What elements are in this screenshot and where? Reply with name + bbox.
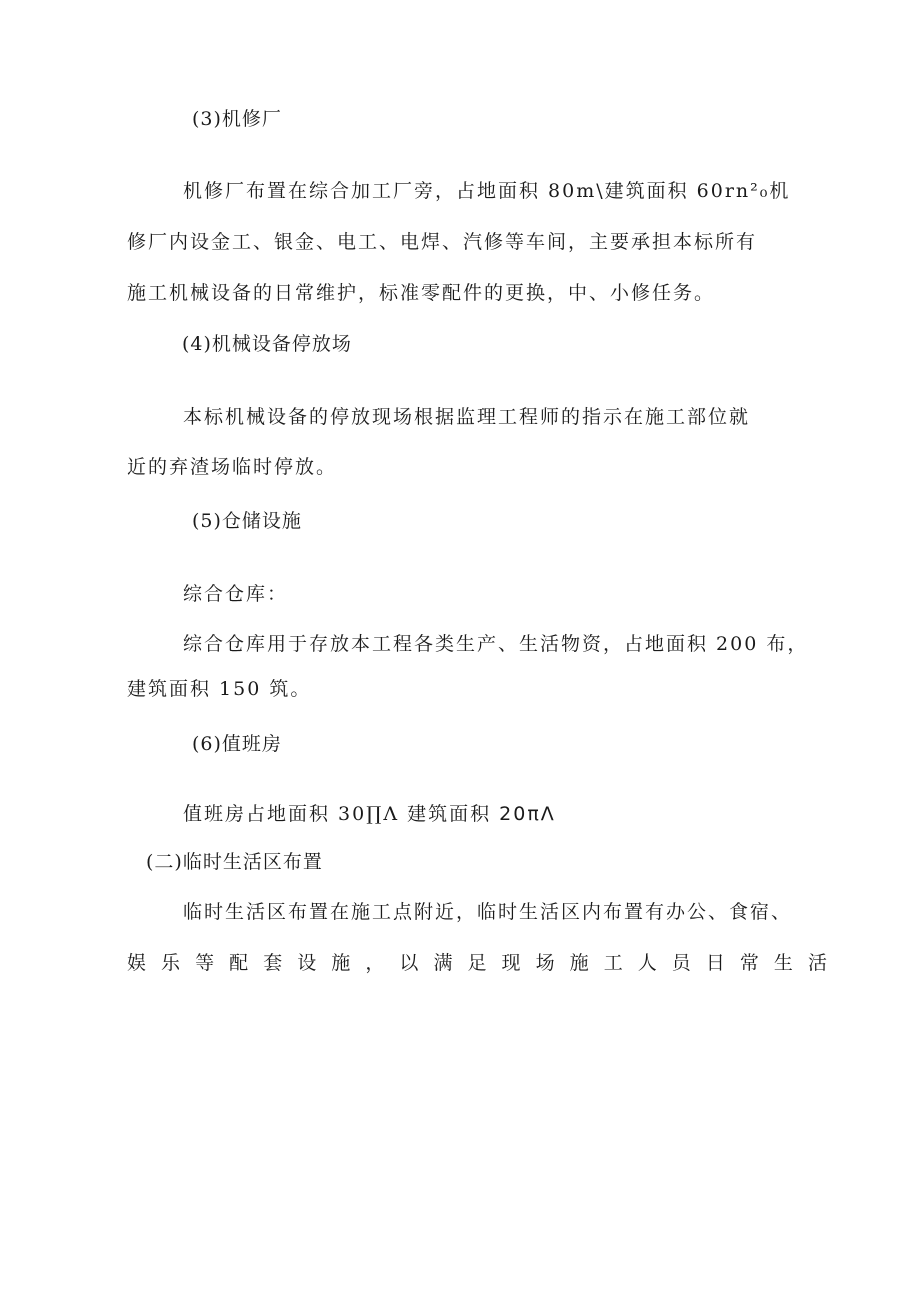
- section-4-paragraph-line-1: 本标机械设备的停放现场根据监理工程师的指示在施工部位就: [183, 406, 751, 428]
- section-5-paragraph-line-2: 建筑面积 150 筑。: [127, 678, 312, 700]
- section-3-heading: (3)机修厂: [192, 108, 282, 130]
- section-6-heading: (6)值班房: [192, 733, 282, 755]
- section-4-heading: (4)机械设备停放场: [182, 333, 352, 355]
- section-6-paragraph-text: 值班房占地面积 30∏Λ 建筑面积: [183, 803, 500, 825]
- section-3-paragraph-line-2: 修厂内设金工、银金、电工、电焊、汽修等车间，主要承担本标所有: [127, 231, 758, 253]
- section-3-paragraph-line-3: 施工机械设备的日常维护，标准零配件的更换，中、小修任务。: [127, 282, 716, 304]
- section-5-subheading: 综合仓库：: [183, 583, 289, 605]
- part-2-paragraph-line-1: 临时生活区布置在施工点附近，临时生活区内布置有办公、食宿、: [183, 901, 793, 923]
- part-2-heading: (二)临时生活区布置: [146, 851, 323, 873]
- section-5-paragraph-line-1: 综合仓库用于存放本工程各类生产、生活物资，占地面积 200 布，: [183, 633, 809, 655]
- part-2-paragraph-line-2: 娱乐等配套设施，以满足现场施工人员日常生活: [127, 952, 827, 974]
- section-6-paragraph-tail: 20πΛ: [499, 803, 556, 825]
- section-5-heading: (5)仓储设施: [192, 510, 302, 532]
- section-4-paragraph-line-2: 近的弃渣场临时停放。: [127, 456, 338, 478]
- section-6-paragraph: [183, 801, 556, 827]
- section-3-paragraph-line-1: 机修厂布置在综合加工厂旁，占地面积 80m\建筑面积 60rn²₀机: [183, 180, 791, 202]
